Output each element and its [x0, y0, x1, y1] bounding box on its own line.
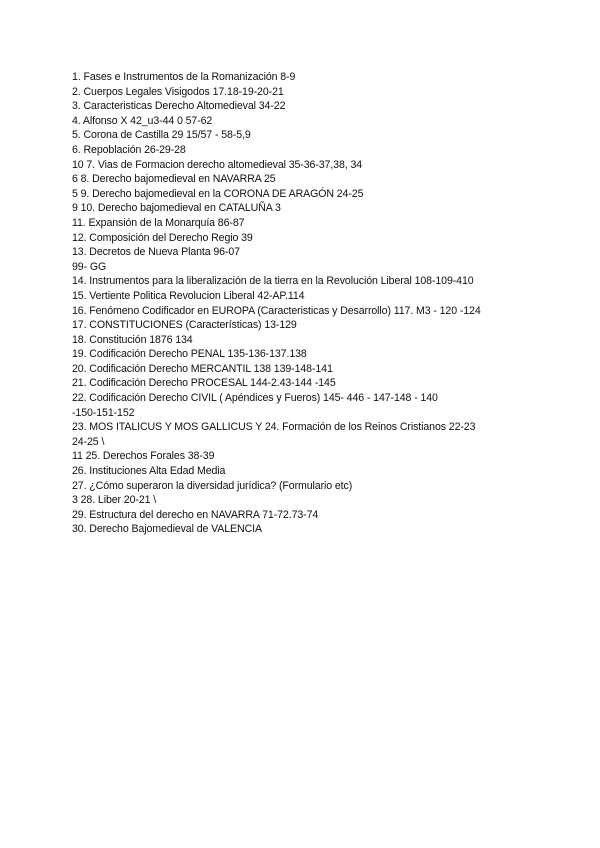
- list-line: 22. Codificación Derecho CIVIL ( Apéndices y Fueros) 145- 446 - 147-148 - 140: [72, 392, 438, 405]
- list-line: 2. Cuerpos Legales Visigodos 17.18-19-20-21: [72, 85, 284, 98]
- list-line: 3. Caracteristicas Derecho Altomedieval 34-22: [72, 100, 286, 113]
- list-line: 10 7. Vias de Formacion derecho altomedieval 35-36-37,38, 34: [72, 158, 363, 171]
- list-line: 6. Repoblación 26-29-28: [72, 143, 186, 156]
- list-line: 23. MOS ITALICUS Y MOS GALLICUS Y 24. Formación de los Reinos Cristianos 22-23: [72, 421, 476, 434]
- list-line: 27. ¿Cómo superaron la diversidad jurídica? (Formulario etc): [72, 479, 353, 492]
- list-line: 9 10. Derecho bajomedieval en CATALUÑA 3: [72, 202, 281, 215]
- list-line: 11. Expansión de la Monarquía 86-87: [72, 216, 245, 229]
- list-line: 1. Fases e Instrumentos de la Romanización 8-9: [72, 71, 296, 83]
- list-line: 99- GG: [72, 260, 107, 273]
- list-line: 13. Decretos de Nueva Planta 96-07: [72, 246, 240, 259]
- list-line: 11 25. Derechos Forales 38-39: [72, 450, 215, 463]
- list-line: 24-25 \: [72, 435, 105, 448]
- list-line: 30. Derecho Bajomedieval de VALENCIA: [72, 523, 262, 536]
- list-line: 16. Fenómeno Codificador en EUROPA (Caracteristicas y Desarrollo) 117. M3 - 120 -124: [72, 304, 481, 317]
- list-line: 12. Composición del Derecho Regio 39: [72, 231, 253, 244]
- list-line: 18. Constitución 1876 134: [72, 333, 193, 346]
- topic-list: [72, 70, 542, 537]
- list-line: -150-151-152: [72, 406, 135, 419]
- list-line: 4. Alfonso X 42_u3-44 0 57-62: [72, 114, 213, 127]
- list-line: 14. Instrumentos para la liberalización de la tierra en la Revolución Liberal 108-109-410: [72, 275, 474, 288]
- list-line: 29. Estructura del derecho en NAVARRA 71-72.73-74: [72, 508, 319, 521]
- list-line: 17. CONSTITUCIONES (Características) 13-129: [72, 319, 297, 332]
- list-line: 6 8. Derecho bajomedieval en NAVARRA 25: [72, 173, 276, 186]
- list-line: 21. Codificación Derecho PROCESAL 144-2.43-144 -145: [72, 377, 336, 390]
- list-line: 5 9. Derecho bajomedieval en la CORONA DE ARAGÓN 24-25: [72, 187, 364, 200]
- list-line: 20. Codificación Derecho MERCANTIL 138 139-148-141: [72, 362, 333, 375]
- list-line: 5. Corona de Castilla 29 15/57 - 58-5,9: [72, 129, 251, 142]
- list-line: 19. Codificación Derecho PENAL 135-136-137.138: [72, 348, 307, 361]
- list-line: 3 28. Liber 20-21 \: [72, 494, 157, 507]
- list-line: 15. Vertiente Politica Revolucion Liberal 42-AP.114: [72, 289, 305, 302]
- list-line: 26. Instituciones Alta Edad Media: [72, 465, 226, 478]
